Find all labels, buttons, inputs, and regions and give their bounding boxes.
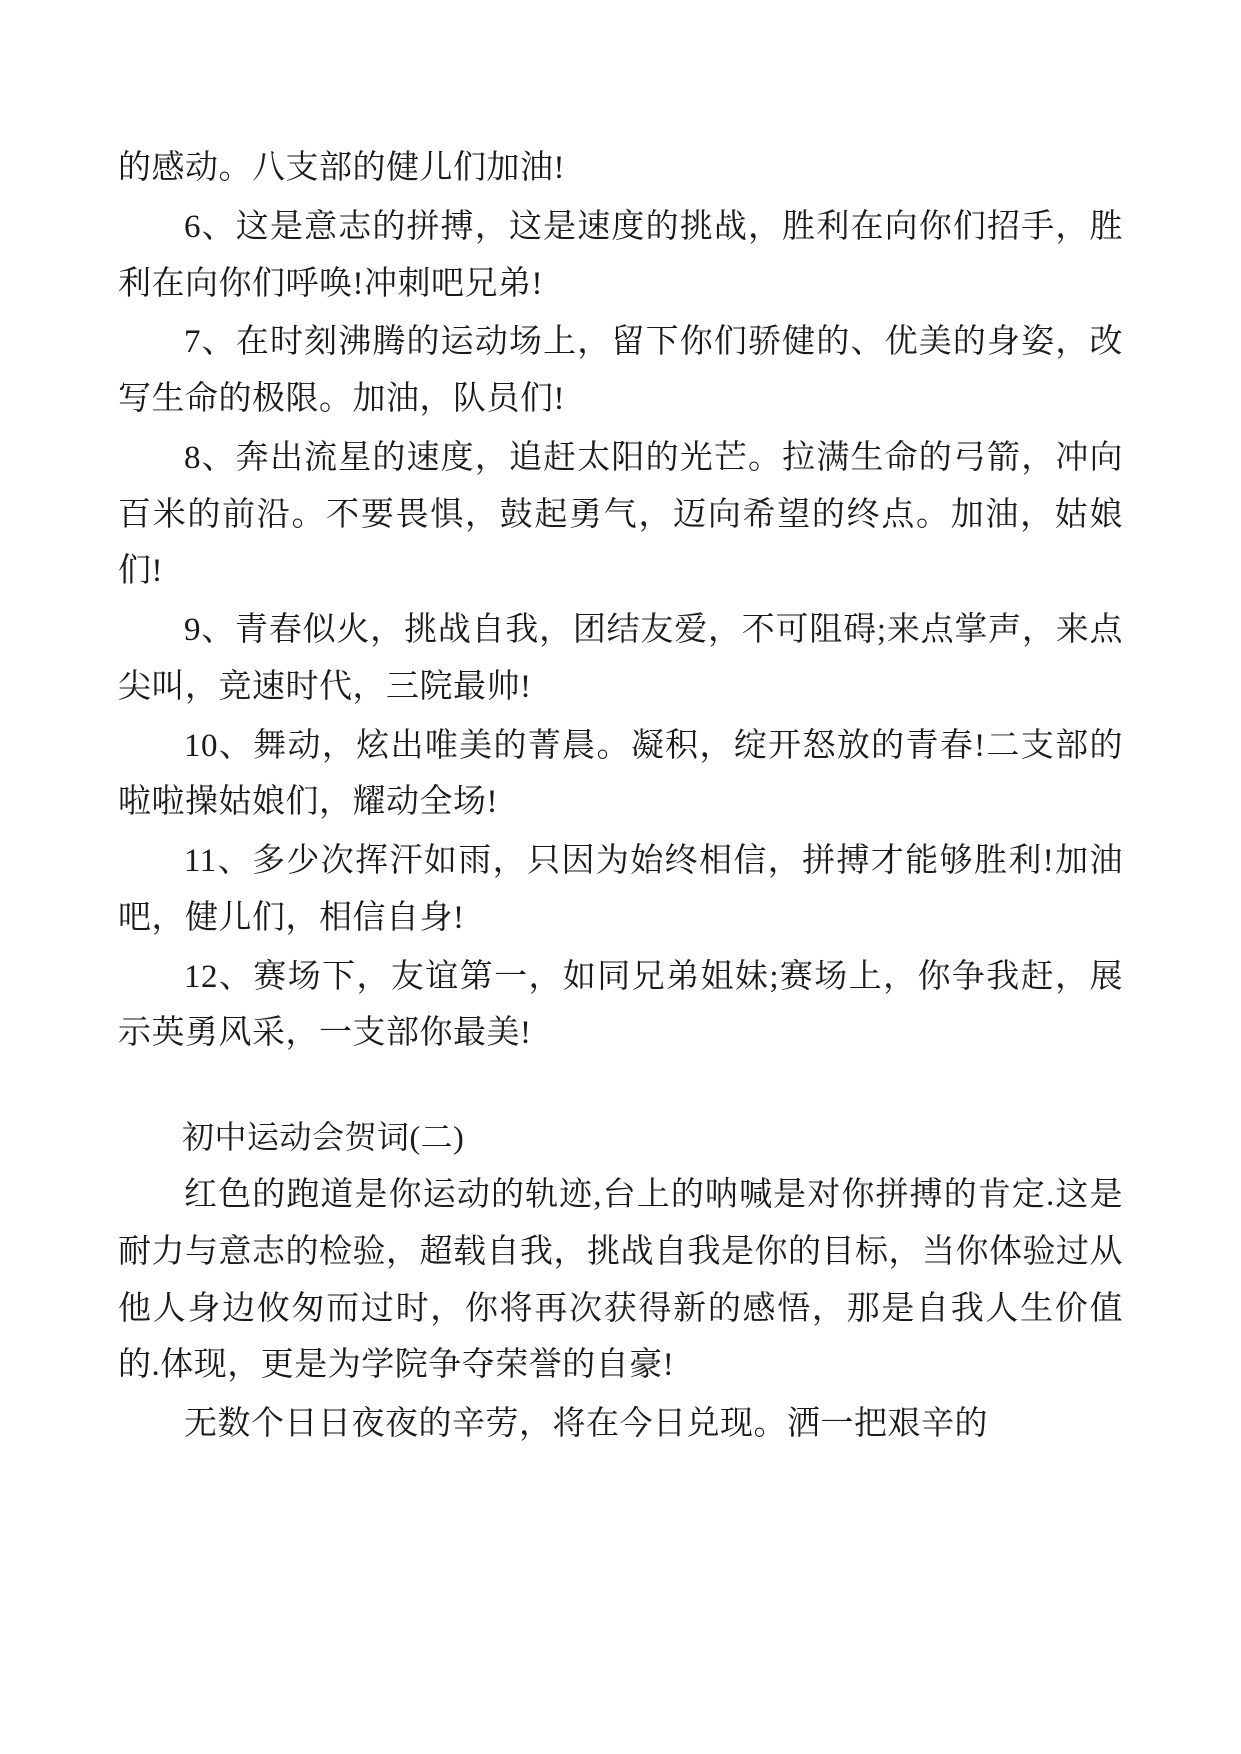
paragraph-section2-2: 无数个日日夜夜的辛劳，将在今日兑现。洒一把艰辛的 bbox=[184, 1406, 988, 1443]
paragraph-item-12: 12、赛场下，友谊第一，如同兄弟姐妹;赛场上，你争我赶，展示英勇风采，一支部你最美! bbox=[118, 958, 1123, 1052]
paragraph-item-9: 9、青春似火，挑战自我，团结友爱，不可阻碍;来点掌声，来点尖叫，竞速时代，三院最帅! bbox=[118, 612, 1123, 705]
document-body bbox=[118, 140, 1123, 1453]
paragraph-continuation: 的感动。八支部的健儿们加油! bbox=[118, 150, 565, 186]
paragraph-item-8: 8、奔出流星的速度，追赶太阳的光芒。拉满生命的弓箭，冲向百米的前沿。不要畏惧，鼓起勇气，迈向希望的终点。加油，姑娘们! bbox=[118, 439, 1123, 590]
section-spacer bbox=[118, 1064, 1123, 1110]
paragraph-item-7: 7、在时刻沸腾的运动场上，留下你们骄健的、优美的身姿，改写生命的极限。加油，队员们! bbox=[118, 324, 1123, 417]
paragraph-section2-1: 红色的跑道是你运动的轨迹,台上的呐喊是对你拼搏的肯定.这是耐力与意志的检验，超载自我，挑战自我是你的目标，当你体验过从他人身边攸匆而过时，你将再次获得新的感悟，那是自我人生价值的.体现，更是为学院争夺荣誉的自豪! bbox=[118, 1177, 1123, 1384]
paragraph-item-10: 10、舞动，炫出唯美的菁晨。凝积，绽开怒放的青春!二支部的啦啦操姑娘们，耀动全场! bbox=[118, 727, 1123, 821]
section-heading: 初中运动会贺词(二) bbox=[182, 1119, 465, 1155]
paragraph-item-6: 6、这是意志的拼搏，这是速度的挑战，胜利在向你们招手，胜利在向你们呼唤!冲刺吧兄弟! bbox=[118, 208, 1123, 302]
paragraph-item-11: 11、多少次挥汗如雨，只因为始终相信，拼搏才能够胜利!加油吧，健儿们，相信自身! bbox=[118, 843, 1123, 936]
